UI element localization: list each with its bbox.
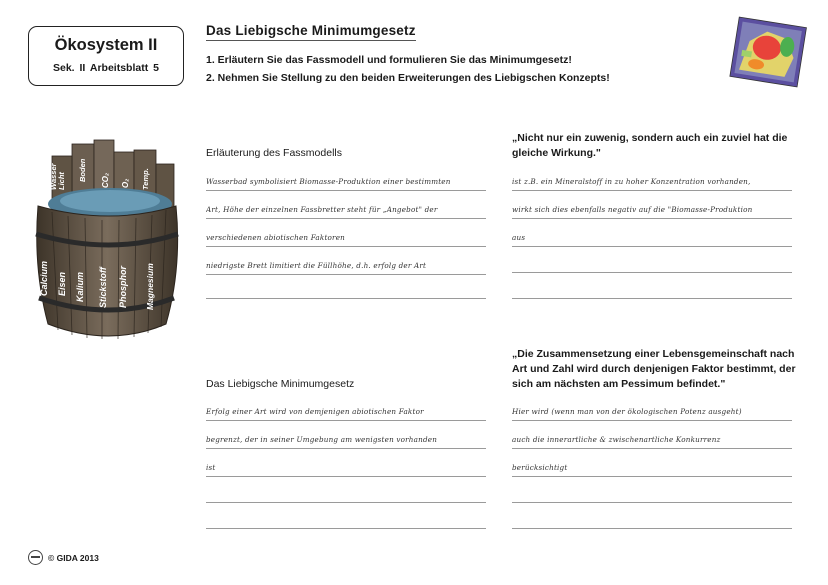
stave-label-phosphor: Phosphor: [118, 266, 128, 308]
page-title: Das Liebigsche Minimumgesetz: [206, 23, 416, 38]
answer-line[interactable]: Hier wird (wenn man von der ökologischen Potenz ausgeht): [512, 404, 792, 421]
answer-line[interactable]: niedrigste Brett limitiert die Füllhöhe, d.h. erfolg der Art: [206, 258, 486, 275]
task-2: 2. Nehmen Sie Stellung zu den beiden Erweiterungen des Liebigschen Konzepts!: [206, 72, 610, 84]
stave-label-temp: Temp.: [141, 168, 150, 190]
quote-zuviel: „Nicht nur ein zuwenig, sondern auch ein zuviel hat die gleiche Wirkung.": [512, 132, 788, 159]
answer-line[interactable]: [512, 256, 792, 273]
stave-label-licht: Licht: [57, 172, 66, 190]
answer-line[interactable]: begrenzt, der in seiner Umgebung am wenigsten vorhanden: [206, 432, 486, 449]
answer-line[interactable]: [512, 486, 792, 503]
stave-label-kalium: Kalium: [75, 271, 85, 302]
stave-label-boden: Boden: [78, 158, 87, 182]
answer-line[interactable]: wirkt sich dies ebenfalls negativ auf die "Biomasse-Produktion: [512, 202, 792, 219]
barrel-illustration: [30, 138, 180, 343]
answer-line[interactable]: berücksichtigt: [512, 460, 792, 477]
worksheet-level: Sek. II Arbeitsblatt 5: [53, 62, 159, 74]
copyright-text: © GIDA 2013: [48, 552, 99, 563]
answer-line[interactable]: ist z.B. ein Mineralstoff in zu hoher Konzentration vorhanden,: [512, 174, 792, 191]
answer-line[interactable]: Erfolg einer Art wird von demjenigen abiotischen Faktor: [206, 404, 486, 421]
answer-line[interactable]: [512, 512, 792, 529]
answer-line[interactable]: [206, 512, 486, 529]
stave-label-co2: CO₂: [101, 172, 110, 188]
answer-line[interactable]: auch die innerartliche & zwischenartliche Konkurrenz: [512, 432, 792, 449]
worksheet-title-box: [28, 26, 184, 86]
stave-label-stickstoff: Stickstoff: [98, 267, 108, 308]
stave-label-calcium: Calcium: [39, 260, 49, 296]
section-title-minimumgesetz: Das Liebigsche Minimumgesetz: [206, 378, 355, 390]
task-1: 1. Erläutern Sie das Fassmodell und formulieren Sie das Minimumgesetz!: [206, 54, 572, 66]
answer-line[interactable]: [206, 486, 486, 503]
answer-line[interactable]: ist: [206, 460, 486, 477]
answer-line[interactable]: Wasserbad symbolisiert Biomasse-Produktion einer bestimmten: [206, 174, 486, 191]
answer-line[interactable]: [206, 282, 486, 299]
section-title-fassmodell: Erläuterung des Fassmodells: [206, 147, 342, 159]
answer-line[interactable]: [512, 282, 792, 299]
answer-line[interactable]: Art, Höhe der einzelnen Fassbretter steht für „Angebot" der: [206, 202, 486, 219]
answer-line[interactable]: verschiedenen abiotischen Faktoren: [206, 230, 486, 247]
subject-title: Ökosystem II: [54, 36, 158, 54]
cover-thumbnail-image: [728, 14, 808, 92]
stave-label-eisen: Eisen: [57, 271, 67, 296]
answer-line[interactable]: aus: [512, 230, 792, 247]
gida-logo-icon: [28, 550, 43, 565]
stave-label-o2: O₂: [121, 178, 130, 188]
footer: [28, 550, 99, 565]
stave-label-magnesium: Magnesium: [145, 263, 155, 310]
stave-label-wasser: Wasser: [49, 163, 58, 190]
quote-pessimum: „Die Zusammensetzung einer Lebensgemeinschaft nach Art und Zahl wird durch denjenigen Faktor bestimmt, der sich am nächsten am Pessimum befindet.": [512, 348, 796, 390]
